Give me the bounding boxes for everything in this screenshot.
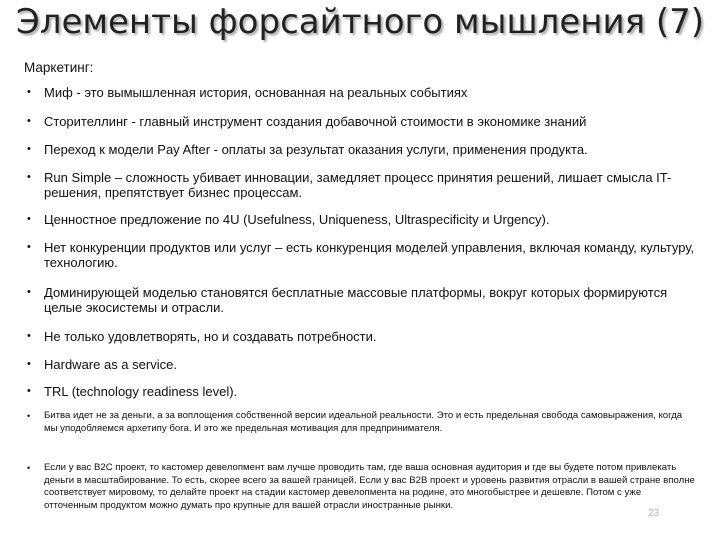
bullet-text: Доминирующей моделью становятся бесплатные массовые платформы, вокруг которых формируются целые экосистемы и отрасли. [44,285,668,315]
bullet-marker: • [27,241,31,253]
bullet-marker: • [27,358,31,370]
bullet-item [24,384,696,399]
bullet-text: TRL (technology readiness level). [44,384,238,399]
section-subtitle: Маркетинг: [24,60,94,75]
bullet-marker: • [27,171,31,183]
bullet-marker: • [27,385,31,397]
bullet-marker: • [27,115,31,127]
bullet-marker: • [27,143,31,155]
bullet-item [24,410,696,435]
bullet-marker: • [27,463,31,473]
bullet-text: Run Simple – сложность убивает инновации, замедляет процесс принятия решений, лишает смысла IT-решения, препятствует бизнес процессам. [44,170,672,200]
bullet-item [24,285,696,315]
bullet-text: Переход к модели Pay After - оплаты за результат оказания услуги, применения продукта. [44,142,588,157]
bullet-text: Миф - это вымышленная история, основанная на реальных событиях [44,85,468,100]
bullet-text: Нет конкуренции продуктов или услуг – есть конкуренция моделей управления, включая команду, культуру, технологию. [44,240,695,270]
bullet-text: Ценностное предложение по 4U (Usefulness, Uniqueness, Ultraspecificity и Urgency). [44,212,550,227]
bullet-text: Сторителлинг - главный инструмент создания добавочной стоимости в экономике знаний [44,114,587,129]
slide-title: Элементы форсайтного мышления (7) [15,2,705,42]
bullet-marker: • [27,286,31,298]
bullet-item [24,114,696,129]
page-number: 23 [648,508,660,519]
bullet-item [24,142,696,157]
bullet-marker: • [27,86,31,98]
bullet-item [24,85,696,100]
bullet-item [24,170,696,200]
bullet-item [24,357,696,372]
bullet-marker: • [27,213,31,225]
bullet-item [24,240,696,270]
bullet-marker: • [27,411,31,421]
bullet-item [24,462,696,512]
bullet-item [24,329,696,344]
bullet-marker: • [27,330,31,342]
bullet-text: Не только удовлетворять, но и создавать потребности. [44,329,377,344]
bullet-text: Hardware as a service. [44,357,177,372]
bullet-text: Если у вас B2C проект, то кастомер девелопмент вам лучше проводить там, где ваша основная аудитория и где вы будете потом привлекать деньги в масштабирование. То есть, скорее всего за вашей границей. Если у вас B2B проект и уровень развития отрасли в вашей стране вполне соответствует мировому, то делайте проект на стадии кастомер девелопмента на родине, это многобыстрее и дешевле. Потом с уже отточенным продуктом можно думать про крупные для вашей отрасли иностранные рынки. [44,462,695,511]
bullet-text: Битва идет не за деньги, а за воплощения собственной версии идеальной реальности. Это и есть предельная свобода самовыражения, когда мы уподобляемся архетипу бога. И это же предельная мотивация для предпринимателя. [44,410,683,434]
bullet-item [24,212,696,227]
